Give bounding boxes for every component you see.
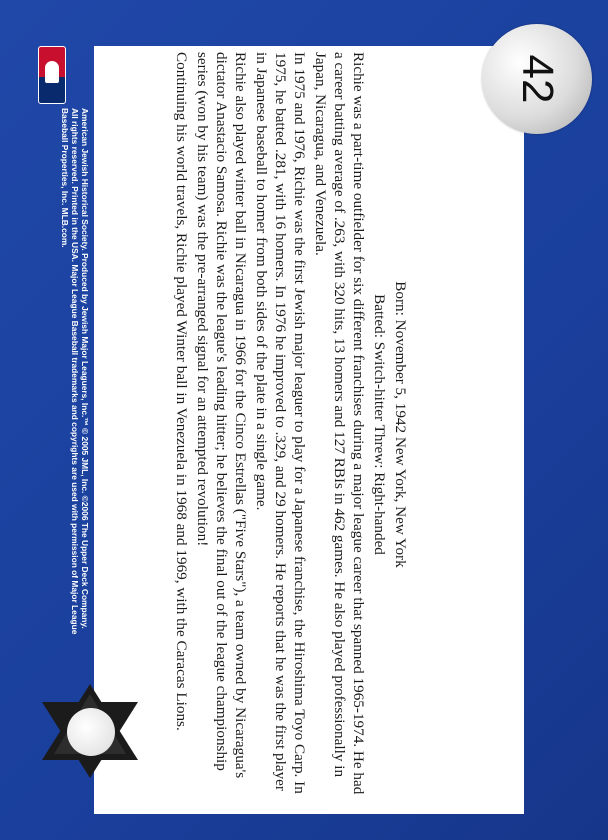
rotated-content (100, 52, 520, 812)
legal-line: Baseball Properties, Inc. MLB.com. (60, 108, 70, 248)
bio-text (110, 52, 410, 797)
player-name: Richard Alan Scheinblum (462, 167, 511, 722)
born-line: Born: November 5, 1942 New York, New York (392, 281, 409, 568)
bio-paragraph: Continuing his world travels, Richie played Winter ball in Venezuela in 1968 and 1969, with the Caracas Lions. (173, 52, 190, 731)
legal-line: American Jewish Historical Society. Produced by Jewish Major Leaguers, Inc.™ © 2005 JML, Inc. ©2006 The Upper Deck Company. (80, 108, 90, 629)
bio-paragraph: Richie was a part-time outfielder for six different franchises during a major league career that spanned 1965-1974. He had a career batting average of .263, with 320 hits, 13 homers and 127 RBIs in 462 games. He also played professionally in Japan, Nicaragua, and Venezuela. (312, 52, 367, 795)
batted-threw-line: Batted: Switch-hitter Threw: Right-handed (371, 294, 388, 555)
mlb-logo-icon (38, 46, 66, 104)
bio-paragraph: Richie also played winter ball in Nicaragua in 1966 for the Cinco Estrellas ("Five Stars"), a team owned by Nicaragua's dictator Anastacio Samosa. Richie was the league's leading hitter; he believes the final out of the league championship series (won by his team) was the pre-arranged signal for an attempted revolution! (194, 52, 249, 779)
card-number: 42 (513, 54, 562, 104)
star-of-david-baseball-icon (34, 682, 146, 780)
legal-text (60, 108, 90, 668)
legal-line: All rights reserved. Printed in the USA. Major League Baseball trademarks and copyrights are used with permission of Major League (70, 108, 80, 635)
bio-paragraph: In 1975 and 1976, Richie was the first Jewish major leaguer to play for a Japanese franchise, the Hiroshima Toyo Carp. In 1975, he batted .281, with 16 homers. In 1976 he improved to .329, and 29 homers. He reports that he was the first player in Japanese baseball to homer from both sides of the plate in a single game. (253, 52, 308, 794)
baseball-icon (67, 708, 115, 756)
